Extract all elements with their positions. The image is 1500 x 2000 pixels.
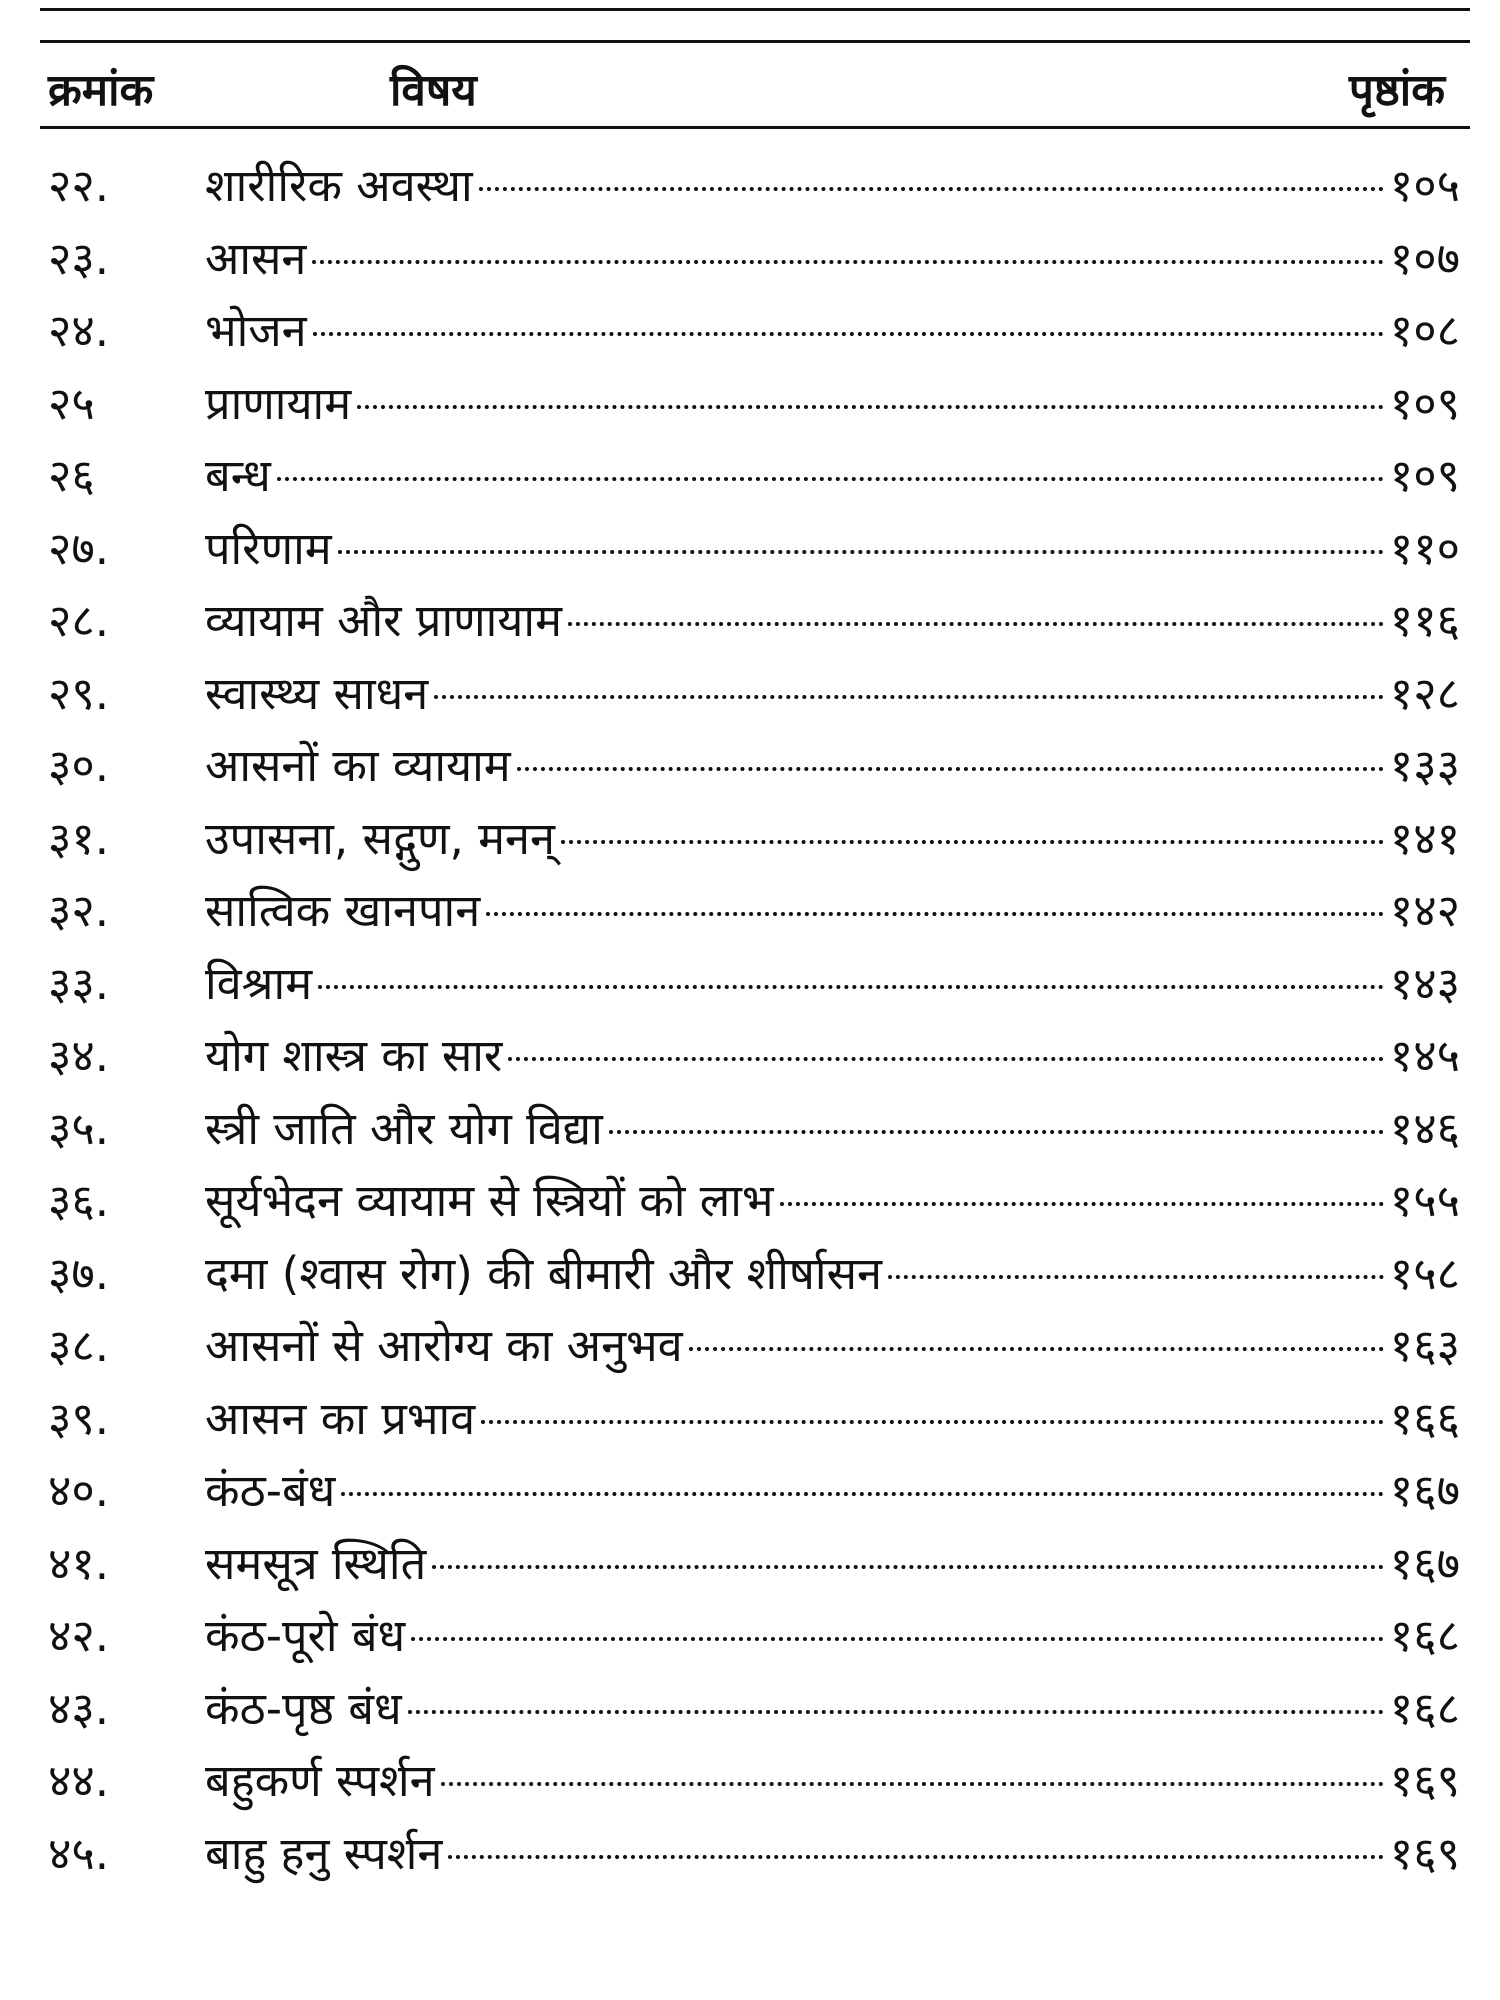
toc-entry-page: १६९ (1389, 1826, 1460, 1880)
toc-entry-number: २८. (48, 594, 110, 647)
dot-leader (508, 1057, 1383, 1061)
dot-leader (357, 405, 1384, 409)
dot-leader (318, 985, 1384, 989)
dot-leader (411, 1637, 1384, 1641)
toc-entry-page: १६३ (1389, 1319, 1460, 1372)
toc-entry-title: कंठ-बंध (205, 1464, 336, 1517)
toc-entry (40, 1310, 1460, 1383)
dot-leader (441, 1782, 1384, 1786)
toc-entry-title: प्राणायाम (205, 376, 352, 430)
toc-entry (40, 875, 1460, 948)
toc-entry-page: १४५ (1389, 1029, 1460, 1082)
toc-entry-page: ११० (1389, 521, 1460, 575)
toc-entry-page: १०९ (1389, 376, 1460, 430)
toc-entry-number: २५ (48, 376, 95, 430)
toc-entry-title: आसन (205, 231, 307, 285)
dot-leader (561, 840, 1384, 844)
dot-leader (312, 260, 1383, 264)
dot-leader (609, 1130, 1384, 1134)
toc-entry-number: ४०. (48, 1464, 110, 1517)
header-number-label: क्रमांक (48, 65, 154, 116)
toc-entry (40, 440, 1460, 513)
dot-leader (568, 622, 1384, 626)
dot-leader (689, 1347, 1384, 1351)
toc-entry-number: २६ (48, 449, 95, 502)
dot-leader (517, 767, 1384, 771)
table-of-contents (40, 150, 1460, 1890)
toc-entry-title: आसनों का व्यायाम (205, 739, 511, 792)
toc-entry (40, 1455, 1460, 1528)
header-bottom-divider (40, 126, 1470, 129)
dot-leader (338, 550, 1384, 554)
toc-entry-number: ३१. (48, 811, 110, 865)
toc-entry-page: १६६ (1389, 1391, 1460, 1445)
toc-header (40, 50, 1470, 120)
toc-entry-title: कंठ-पूरो बंध (205, 1609, 406, 1662)
toc-entry-page: १४२ (1389, 884, 1460, 937)
toc-entry-title: स्वास्थ्य साधन (205, 666, 429, 720)
toc-entry-number: २३. (48, 231, 110, 285)
toc-entry-title: योग शास्त्र का सार (205, 1029, 503, 1082)
toc-entry (40, 150, 1460, 223)
toc-entry (40, 223, 1460, 296)
header-page-label: पृष्ठांक (1348, 65, 1445, 116)
dot-leader (434, 695, 1384, 699)
toc-entry (40, 730, 1460, 803)
dot-leader (481, 1420, 1384, 1424)
toc-entry-title: कंठ-पृष्ठ बंध (205, 1681, 402, 1735)
toc-entry-page: ११६ (1389, 594, 1460, 647)
toc-entry-title: बाहु हनु स्पर्शन (205, 1826, 443, 1880)
header-subject-label: विषय (390, 65, 477, 116)
toc-entry-page: १४१ (1389, 811, 1460, 865)
dot-leader (341, 1492, 1383, 1496)
toc-entry-page: १०५ (1389, 159, 1460, 212)
toc-entry-number: ३०. (48, 739, 110, 792)
toc-entry-title: परिणाम (205, 521, 332, 575)
toc-entry-number: ३७. (48, 1246, 110, 1300)
dot-leader (277, 477, 1384, 481)
toc-entry-page: १४६ (1389, 1101, 1460, 1155)
toc-entry (40, 513, 1460, 586)
dot-leader (486, 912, 1384, 916)
dot-leader (888, 1275, 1384, 1279)
toc-entry-page: १६७ (1389, 1536, 1460, 1590)
toc-entry (40, 658, 1460, 731)
toc-entry-number: ३४. (48, 1029, 110, 1082)
toc-entry-title: समसूत्र स्थिति (205, 1536, 427, 1590)
toc-entry-number: ३९. (48, 1391, 110, 1445)
toc-entry-number: ३३. (48, 956, 110, 1010)
toc-entry-title: शारीरिक अवस्था (205, 159, 473, 212)
toc-entry-number: ४५. (48, 1826, 110, 1880)
toc-entry (40, 1020, 1460, 1093)
toc-entry-page: १०७ (1389, 231, 1460, 285)
toc-entry-title: बहुकर्ण स्पर्शन (205, 1754, 435, 1807)
dot-leader (432, 1565, 1384, 1569)
dot-leader (448, 1855, 1383, 1859)
dot-leader (408, 1710, 1384, 1714)
toc-entry-number: ४१. (48, 1536, 110, 1590)
toc-entry (40, 1383, 1460, 1456)
toc-entry (40, 1238, 1460, 1311)
toc-entry-page: १६८ (1389, 1681, 1460, 1735)
top-divider (40, 8, 1470, 11)
toc-entry-number: ३२. (48, 884, 110, 937)
toc-entry-number: २४. (48, 304, 110, 357)
toc-entry-title: व्यायाम और प्राणायाम (205, 594, 562, 647)
toc-entry-number: २९. (48, 666, 110, 720)
dot-leader (780, 1202, 1384, 1206)
toc-entry-number: २२. (48, 159, 110, 212)
toc-entry-title: आसनों से आरोग्य का अनुभव (205, 1319, 683, 1372)
toc-entry-page: १५८ (1389, 1246, 1460, 1300)
dot-leader (479, 187, 1384, 191)
toc-entry (40, 948, 1460, 1021)
toc-entry-number: २७. (48, 521, 110, 575)
toc-entry (40, 803, 1460, 876)
toc-entry-title: उपासना, सद्गुण, मनन् (205, 811, 555, 865)
toc-entry (40, 1600, 1460, 1673)
toc-entry-page: १०८ (1389, 304, 1460, 357)
toc-entry (40, 368, 1460, 441)
toc-entry-title: विश्राम (205, 956, 313, 1010)
toc-entry-page: १५५ (1389, 1174, 1460, 1227)
toc-entry-page: १०९ (1389, 449, 1460, 502)
toc-entry-title: सात्विक खानपान (205, 884, 481, 937)
toc-entry-number: ३८. (48, 1319, 110, 1372)
toc-entry-number: ४२. (48, 1609, 110, 1662)
toc-entry-number: ३६. (48, 1174, 110, 1227)
toc-entry (40, 1528, 1460, 1601)
toc-entry-title: दमा (श्वास रोग) की बीमारी और शीर्षासन (205, 1246, 882, 1300)
toc-entry (40, 1745, 1460, 1818)
toc-entry-number: ४४. (48, 1754, 110, 1807)
toc-entry-number: ४३. (48, 1681, 110, 1735)
toc-entry-page: १३३ (1389, 739, 1460, 792)
toc-entry (40, 1093, 1460, 1166)
header-top-divider (40, 40, 1470, 43)
toc-entry-page: १६९ (1389, 1754, 1460, 1807)
toc-entry-page: १६७ (1389, 1464, 1460, 1517)
toc-entry-title: आसन का प्रभाव (205, 1391, 476, 1445)
dot-leader (313, 332, 1384, 336)
toc-entry (40, 1673, 1460, 1746)
toc-entry (40, 585, 1460, 658)
toc-entry-number: ३५. (48, 1101, 110, 1155)
toc-entry-page: १२८ (1389, 666, 1460, 720)
toc-entry-title: बन्ध (205, 449, 271, 502)
toc-entry-page: १४३ (1389, 956, 1460, 1010)
toc-entry-title: स्त्री जाति और योग विद्या (205, 1101, 603, 1155)
toc-entry-page: १६८ (1389, 1609, 1460, 1662)
toc-entry (40, 295, 1460, 368)
toc-entry (40, 1818, 1460, 1891)
toc-entry-title: भोजन (205, 304, 307, 357)
toc-entry (40, 1165, 1460, 1238)
toc-entry-title: सूर्यभेदन व्यायाम से स्त्रियों को लाभ (205, 1174, 774, 1227)
